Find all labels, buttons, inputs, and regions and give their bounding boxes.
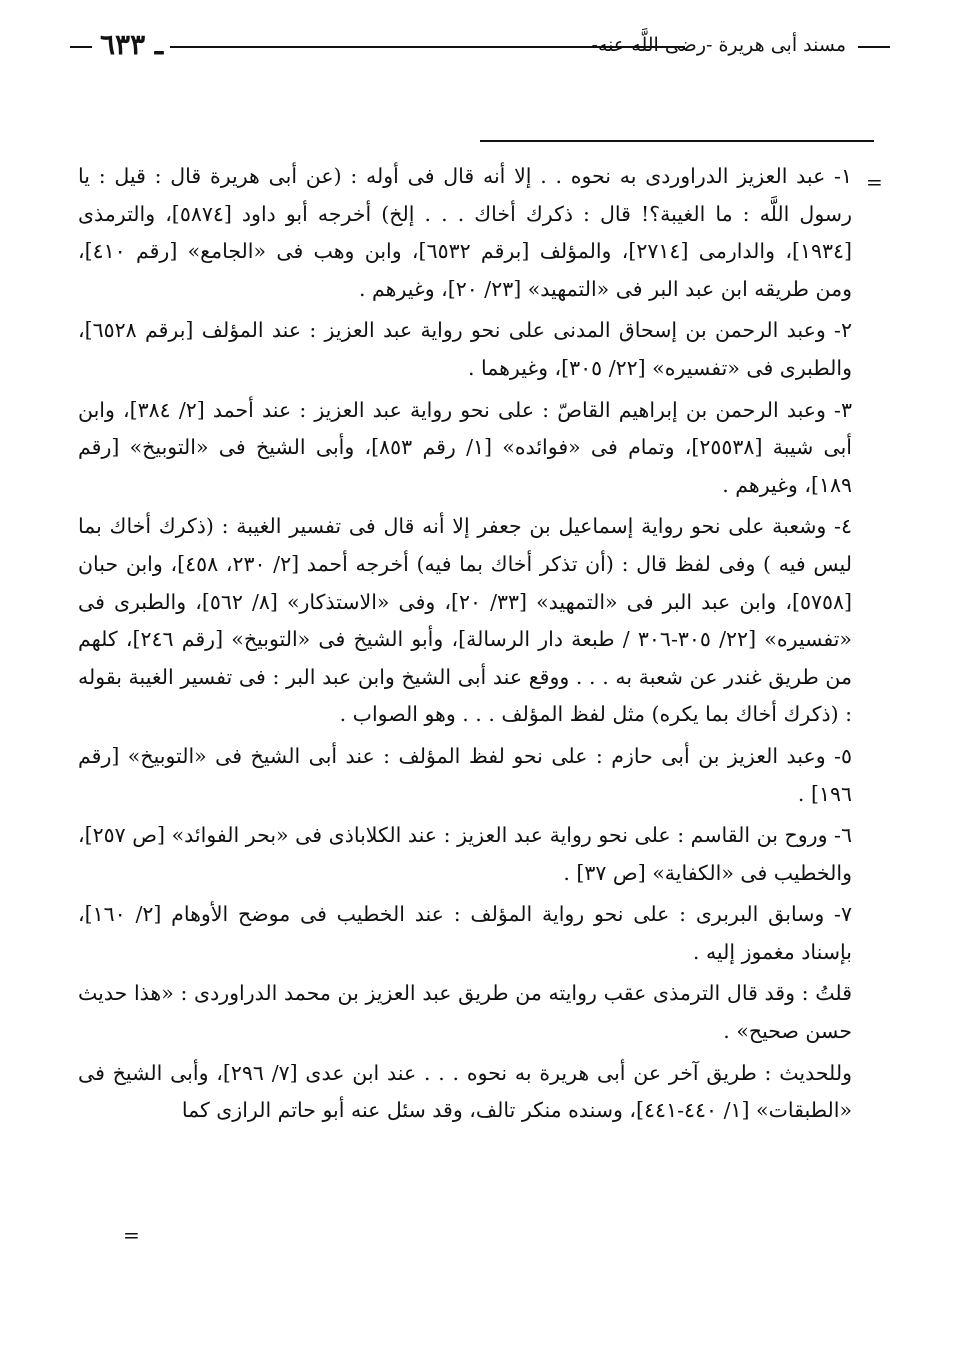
note-2: ٢- وعبد الرحمن بن إسحاق المدنى على نحو رواية عبد العزيز : عند المؤلف [برقم ٦٥٢٨]، والطبرى فى «تفسيره» [٢٢/ ٣٠٥]، وغيرهما . xyxy=(78,318,852,380)
header-dash-right xyxy=(858,46,890,48)
note-5: ٥- وعبد العزيز بن أبى حازم : على نحو لفظ المؤلف : عند أبى الشيخ فى «التوبيخ» [رقم ١٩٦] . xyxy=(78,743,852,806)
page-header xyxy=(70,28,890,64)
comment-paragraph: قلتُ : وقد قال الترمذى عقب روايته من طريق عبد العزيز بن محمد الدراوردى : «هذا حديث حسن صحيح» . xyxy=(78,981,852,1044)
note-4: ٤- وشعبة على نحو رواية إسماعيل بن جعفر إلا أنه قال فى تفسير الغيبة : (ذكرك أخاك بما ليس فيه ) وفى لفظ قال : (أن تذكر أخاك بما فيه) أخرجه أحمد [٢/ ٢٣٠، ٤٥٨]، وابن حبان [٥٧٥٨]، وابن عبد البر فى «التمهيد» [٣٣/ ٢٠]، وفى «الاستذكار» [٨/ ٥٦٢]، والطبرى فى «تفسيره» [٢٢/ ٣٠٥-٣٠٦ / طبعة دار الرسالة]، وأبو الشيخ فى «التوبيخ» [رقم ٢٤٦]، كلهم من طريق غندر عن شعبة به . . . ووقع عند أبى الشيخ وابن عبد البر : فى تفسير الغيبة بقوله : (ذكرك أخاك بما يكره) مثل لفظ المؤلف . . . وهو الصواب . xyxy=(78,514,852,727)
note-6: ٦- وروح بن القاسم : على نحو رواية عبد العزيز : عند الكلاباذى فى «بحر الفوائد» [ص ٢٥٧]، والخطيب فى «الكفاية» [ص ٣٧] . xyxy=(78,823,852,885)
header-dash-left xyxy=(70,46,92,48)
continuation-mark-bottom: = xyxy=(123,1223,140,1247)
note-7: ٧- وسابق البربرى : على نحو رواية المؤلف : عند الخطيب فى موضح الأوهام [٢/ ١٦٠]، بإسناد مغموز إليه . xyxy=(78,902,852,964)
footnote-separator xyxy=(480,140,874,142)
note-1: ١- عبد العزيز الدراوردى به نحوه . . إلا أنه قال فى أوله : (عن أبى هريرة قال : قيل : يا رسول اللَّه : ما الغيبة؟! قال : ذكرك أخاك . . . إلخ) أخرجه أبو داود [٥٨٧٤]، والترمذى [١٩٣٤]، والدارمى [٢٧١٤]، والمؤلف [برقم ٦٥٣٢]، وابن وهب فى «الجامع» [رقم ٤١٠]، ومن طريقه ابن عبد البر فى «التمهيد» [٢٣/ ٢٠]، وغيرهم . xyxy=(78,164,852,301)
note-3: ٣- وعبد الرحمن بن إبراهيم القاصّ : على نحو رواية عبد العزيز : عند أحمد [٢/ ٣٨٤]، وابن أبى شيبة [٢٥٥٣٨]، وتمام فى «فوائده» [١/ رقم ٨٥٣]، وأبى الشيخ فى «التوبيخ» [رقم ١٨٩]، وغيرهم . xyxy=(78,397,853,497)
continuation-mark-top: = xyxy=(866,170,883,194)
page-number: ـ ٦٣٣ xyxy=(100,28,164,61)
running-title: مسند أبى هريرة -رضى اللَّه عنه- xyxy=(591,34,846,56)
additional-route-paragraph: وللحديث : طريق آخر عن أبى هريرة به نحوه . . . عند ابن عدى [٧/ ٢٩٦]، وأبى الشيخ فى «الطبقات» [١/ ٤٤٠-٤٤١]، وسنده منكر تالف، وقد سئل عنه أبو حاتم الرازى كما xyxy=(78,1060,852,1123)
footnote-body xyxy=(78,158,852,1134)
